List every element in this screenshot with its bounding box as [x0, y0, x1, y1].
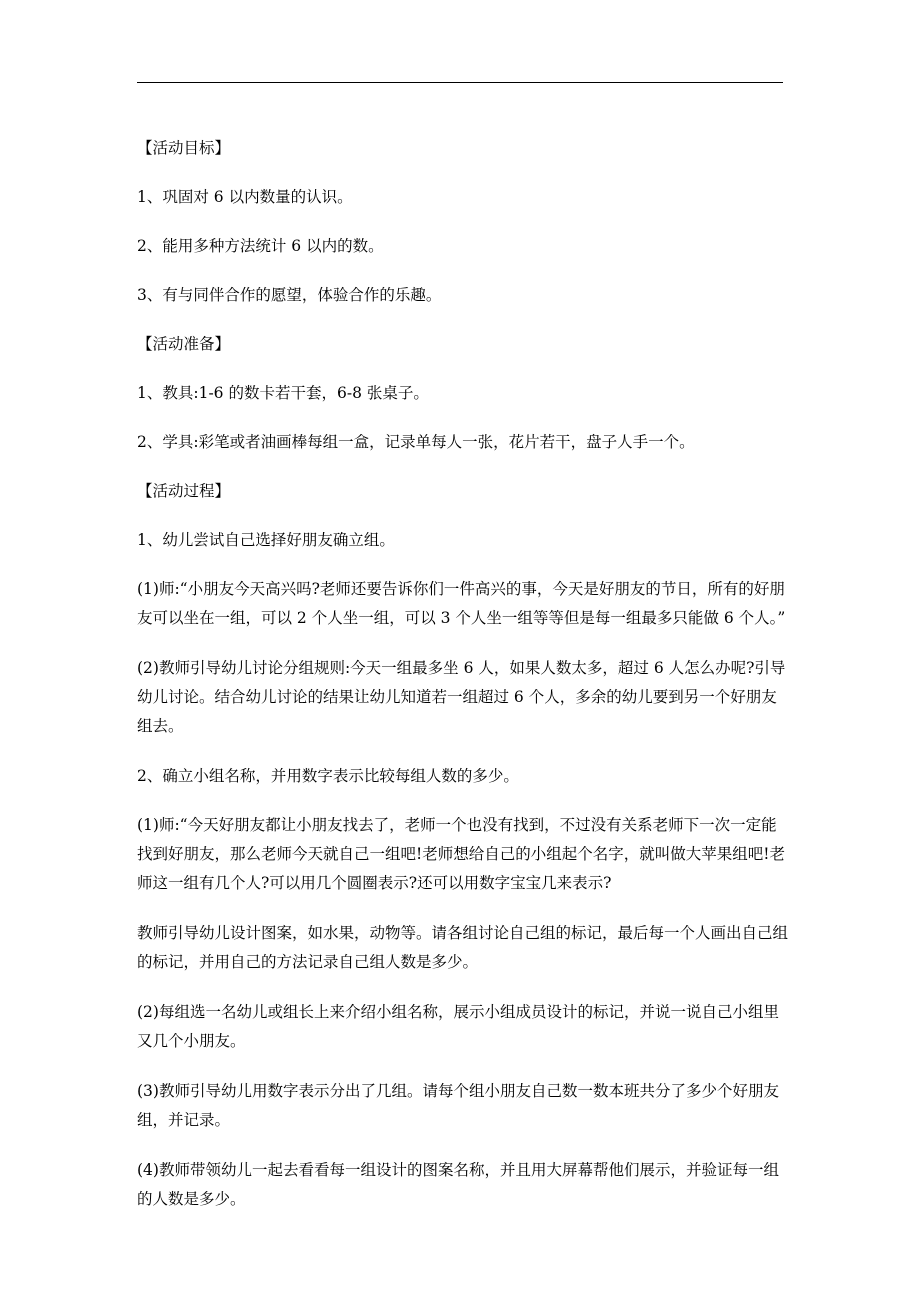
header-rule — [137, 82, 783, 83]
process-step-2-sub-4: (4)教师带领幼儿一起去看看每一组设计的图案名称，并且用大屏幕帮他们展示，并验证每一组的人数是多少。 — [137, 1161, 779, 1208]
preparation-item-1: 1、教具:1-6 的数卡若干套，6-8 张桌子。 — [137, 384, 429, 402]
process-step-2-sub-3: (3)教师引导幼儿用数字表示分出了几组。请每个组小朋友自己数一数本班共分了多少个好朋友组，并记录。 — [137, 1082, 779, 1129]
process-step-1: 1、幼儿尝试自己选择好朋友确立组。 — [137, 531, 395, 549]
section-heading-goals: 【活动目标】 — [137, 139, 231, 157]
document-body — [137, 134, 789, 1214]
process-step-2-sub-2: (2)每组选一名幼儿或组长上来介绍小组名称，展示小组成员设计的标记，并说一说自己小组里又几个小朋友。 — [137, 1003, 779, 1050]
process-step-1-sub-1: (1)师:“小朋友今天高兴吗?老师还要告诉你们一件高兴的事，今天是好朋友的节日，所有的好朋友可以坐在一组，可以 2 个人坐一组，可以 3 个人坐一组等等但是每一组最多只能做 6 个人。” — [137, 580, 786, 627]
section-heading-process: 【活动过程】 — [137, 482, 231, 500]
preparation-item-2: 2、学具:彩笔或者油画棒每组一盒，记录单每人一张，花片若干，盘子人手一个。 — [137, 433, 695, 451]
process-step-2: 2、确立小组名称，并用数字表示比较每组人数的多少。 — [137, 767, 519, 785]
process-step-1-sub-2: (2)教师引导幼儿讨论分组规则:今天一组最多坐 6 人，如果人数太多，超过 6 人怎么办呢?引导幼儿讨论。结合幼儿讨论的结果让幼儿知道若一组超过 6 个人，多余的幼儿要到另一个好朋友组去。 — [137, 659, 786, 735]
goal-item-1: 1、巩固对 6 以内数量的认识。 — [137, 188, 353, 206]
goal-item-2: 2、能用多种方法统计 6 以内的数。 — [137, 237, 384, 255]
goal-item-3: 3、有与同伴合作的愿望，体验合作的乐趣。 — [137, 286, 442, 304]
process-step-2-note: 教师引导幼儿设计图案，如水果，动物等。请各组讨论自己组的标记，最后每一个人画出自己组的标记，并用自己的方法记录自己组人数是多少。 — [137, 924, 789, 971]
section-heading-preparation: 【活动准备】 — [137, 335, 231, 353]
process-step-2-sub-1: (1)师:“今天好朋友都让小朋友找去了，老师一个也没有找到，不过没有关系老师下一次一定能找到好朋友，那么老师今天就自己一组吧!老师想给自己的小组起个名字，就叫做大苹果组吧!老师这一组有几个人?可以用几个圆圈表示?还可以用数字宝宝几来表示? — [137, 816, 785, 892]
